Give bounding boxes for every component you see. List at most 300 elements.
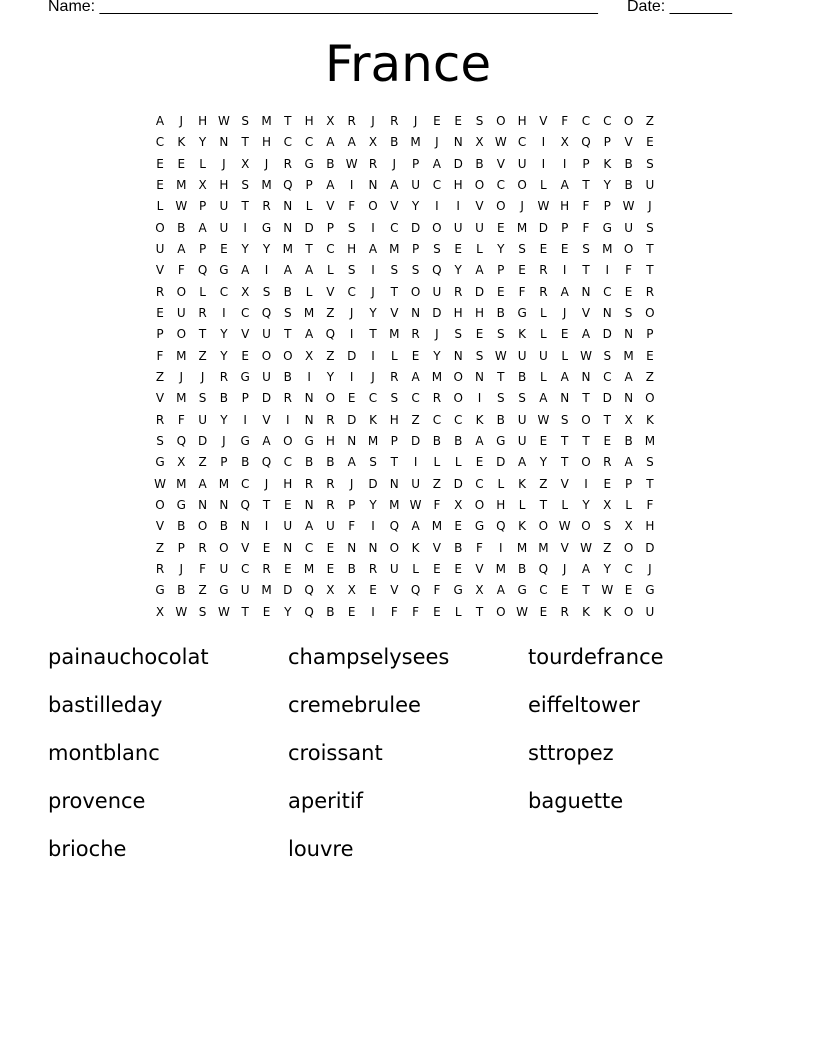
grid-letter: O: [474, 497, 485, 512]
grid-letter: Z: [155, 540, 165, 555]
grid-letter: L: [199, 156, 206, 171]
grid-letter: B: [326, 455, 335, 470]
grid-letter: G: [219, 583, 229, 598]
grid-letter: W: [345, 156, 358, 171]
grid-letter: O: [623, 604, 634, 619]
grid-letter: C: [496, 177, 505, 192]
grid-letter: W: [580, 348, 592, 363]
grid-letter: N: [283, 199, 293, 214]
grid-letter: N: [389, 476, 399, 491]
grid-letter: J: [349, 476, 354, 491]
grid-letter: U: [262, 369, 271, 384]
grid-letter: F: [582, 199, 590, 214]
grid-letter: U: [219, 220, 229, 235]
grid-letter: J: [562, 305, 567, 320]
grid-row: [150, 367, 670, 388]
grid-row: [150, 239, 670, 260]
grid-letter: B: [283, 284, 292, 299]
grid-letter: Y: [369, 497, 377, 512]
grid-letter: E: [518, 263, 526, 278]
grid-letter: R: [539, 263, 548, 278]
grid-letter: G: [261, 220, 272, 235]
grid-letter: E: [262, 604, 271, 619]
grid-letter: P: [390, 433, 398, 448]
grid-letter: T: [646, 241, 654, 256]
grid-letter: C: [432, 412, 442, 427]
grid-letter: H: [198, 114, 208, 128]
grid-letter: K: [518, 327, 527, 342]
grid-row: [150, 324, 670, 345]
grid-letter: R: [283, 156, 292, 171]
grid-letter: J: [264, 476, 269, 491]
grid-letter: S: [283, 305, 292, 320]
grid-letter: G: [304, 433, 314, 448]
grid-letter: Y: [326, 369, 335, 384]
name-field-label: Name: ________________________________________________________: [48, 0, 598, 15]
grid-letter: M: [218, 476, 230, 491]
grid-letter: Q: [389, 519, 400, 534]
grid-letter: R: [262, 561, 271, 576]
grid-letter: A: [517, 455, 527, 470]
word-list-item: aperitif: [288, 789, 364, 813]
grid-letter: O: [581, 455, 591, 470]
grid-letter: Y: [220, 412, 228, 427]
grid-letter: C: [603, 284, 612, 299]
grid-letter: T: [284, 114, 292, 128]
grid-letter: D: [645, 540, 655, 555]
grid-letter: W: [175, 199, 188, 214]
word-list-item: eiffeltower: [528, 693, 640, 717]
grid-letter: A: [283, 263, 292, 278]
grid-letter: I: [584, 476, 588, 491]
grid-letter: O: [283, 348, 293, 363]
grid-letter: R: [432, 391, 442, 406]
grid-letter: I: [349, 177, 354, 192]
grid-letter: R: [326, 476, 335, 491]
grid-letter: M: [367, 433, 379, 448]
grid-letter: Z: [198, 348, 207, 363]
grid-letter: M: [516, 220, 528, 235]
grid-letter: G: [155, 583, 165, 598]
grid-letter: E: [347, 604, 356, 619]
grid-letter: R: [390, 369, 399, 384]
grid-letter: J: [435, 327, 439, 342]
worksheet-header: [0, 0, 816, 20]
grid-letter: L: [540, 305, 547, 320]
grid-letter: X: [304, 348, 314, 363]
grid-letter: N: [347, 540, 357, 555]
grid-letter: F: [625, 263, 633, 278]
grid-letter: J: [371, 284, 375, 299]
grid-letter: D: [410, 433, 421, 448]
grid-letter: R: [304, 476, 314, 491]
grid-letter: T: [390, 455, 398, 470]
grid-letter: Q: [496, 519, 506, 534]
grid-letter: E: [603, 433, 612, 448]
grid-letter: F: [582, 220, 590, 235]
grid-letter: A: [496, 583, 505, 598]
grid-letter: E: [560, 241, 569, 256]
grid-letter: I: [456, 199, 460, 214]
grid-letter: Z: [326, 305, 335, 320]
grid-letter: A: [326, 135, 335, 150]
grid-letter: S: [646, 220, 654, 235]
grid-row: [150, 516, 670, 537]
grid-letter: A: [390, 177, 399, 192]
grid-letter: Q: [283, 177, 293, 192]
grid-letter: E: [284, 561, 292, 576]
grid-letter: Q: [197, 263, 208, 278]
grid-letter: D: [410, 220, 421, 235]
grid-letter: A: [198, 220, 207, 235]
letter-grid: [150, 111, 670, 623]
grid-row: [150, 282, 670, 303]
grid-letter: U: [432, 284, 442, 299]
grid-letter: V: [390, 305, 399, 320]
grid-letter: S: [646, 455, 654, 470]
grid-letter: R: [347, 114, 356, 128]
grid-row: [150, 410, 670, 431]
grid-row: [150, 218, 670, 239]
grid-letter: U: [176, 305, 186, 320]
grid-letter: P: [305, 177, 313, 192]
grid-letter: U: [240, 583, 250, 598]
grid-letter: E: [433, 604, 441, 619]
grid-letter: O: [496, 604, 506, 619]
grid-letter: T: [305, 241, 313, 256]
grid-letter: S: [603, 519, 612, 534]
grid-letter: X: [624, 412, 633, 427]
grid-letter: E: [369, 583, 377, 598]
grid-letter: G: [602, 220, 612, 235]
grid-letter: Z: [198, 455, 207, 470]
grid-letter: C: [432, 177, 442, 192]
grid-letter: O: [325, 391, 336, 406]
grid-letter: N: [475, 369, 484, 384]
grid-letter: R: [219, 369, 229, 384]
grid-letter: Y: [454, 263, 462, 278]
grid-letter: A: [539, 391, 548, 406]
grid-letter: X: [454, 497, 463, 512]
grid-letter: S: [475, 348, 484, 363]
grid-letter: S: [369, 455, 377, 470]
grid-letter: E: [241, 348, 249, 363]
grid-letter: J: [435, 135, 439, 150]
grid-letter: N: [624, 391, 634, 406]
grid-letter: M: [389, 327, 400, 342]
grid-letter: Q: [176, 433, 187, 448]
word-list-item: sttropez: [528, 741, 614, 765]
grid-letter: H: [474, 305, 485, 320]
grid-letter: A: [241, 263, 250, 278]
grid-letter: O: [432, 220, 442, 235]
grid-letter: S: [156, 433, 164, 448]
grid-letter: D: [283, 583, 293, 598]
grid-letter: L: [540, 369, 547, 384]
grid-letter: E: [156, 156, 164, 171]
grid-letter: S: [496, 391, 505, 406]
grid-letter: W: [601, 583, 614, 598]
grid-letter: G: [240, 433, 250, 448]
grid-letter: R: [155, 561, 165, 576]
grid-letter: M: [602, 241, 613, 256]
grid-letter: Q: [261, 305, 272, 320]
grid-letter: L: [625, 497, 632, 512]
grid-letter: I: [349, 369, 354, 384]
grid-letter: R: [283, 391, 292, 406]
grid-letter: E: [411, 348, 420, 363]
grid-letter: E: [624, 583, 633, 598]
grid-letter: A: [347, 455, 356, 470]
grid-letter: T: [539, 497, 548, 512]
grid-letter: O: [623, 114, 634, 128]
grid-letter: H: [389, 412, 399, 427]
grid-letter: J: [562, 561, 567, 576]
grid-letter: C: [283, 135, 292, 150]
grid-letter: L: [305, 199, 313, 214]
grid-letter: P: [561, 220, 569, 235]
grid-letter: N: [283, 540, 293, 555]
grid-letter: E: [220, 241, 228, 256]
grid-letter: S: [560, 412, 569, 427]
grid-row: [150, 538, 670, 559]
grid-letter: F: [348, 519, 356, 534]
grid-letter: O: [453, 369, 463, 384]
grid-letter: A: [262, 433, 271, 448]
grid-letter: L: [518, 497, 526, 512]
puzzle-title: France: [324, 35, 492, 93]
grid-letter: R: [368, 156, 378, 171]
grid-letter: J: [520, 199, 524, 214]
grid-letter: L: [327, 263, 334, 278]
grid-letter: L: [561, 348, 569, 363]
grid-letter: M: [538, 540, 549, 555]
grid-letter: N: [581, 369, 591, 384]
grid-letter: G: [240, 369, 250, 384]
grid-letter: D: [347, 348, 357, 363]
grid-letter: D: [453, 156, 463, 171]
grid-letter: L: [497, 476, 505, 491]
grid-row: [150, 154, 670, 175]
grid-row: [150, 431, 670, 452]
grid-letter: P: [241, 391, 249, 406]
grid-letter: M: [516, 540, 528, 555]
grid-letter: Z: [326, 348, 335, 363]
grid-letter: A: [560, 369, 569, 384]
grid-letter: V: [241, 540, 250, 555]
grid-letter: Q: [304, 604, 314, 619]
grid-letter: C: [219, 284, 229, 299]
grid-letter: S: [262, 284, 271, 299]
grid-letter: R: [262, 199, 271, 214]
grid-letter: B: [624, 177, 633, 192]
grid-letter: O: [219, 540, 229, 555]
grid-letter: U: [517, 348, 527, 363]
grid-letter: I: [349, 327, 354, 342]
grid-letter: L: [454, 455, 462, 470]
grid-letter: V: [241, 327, 250, 342]
grid-letter: R: [155, 412, 165, 427]
grid-letter: F: [646, 497, 654, 512]
grid-letter: E: [539, 241, 548, 256]
grid-letter: S: [518, 241, 526, 256]
grid-letter: U: [411, 476, 420, 491]
grid-letter: I: [477, 391, 482, 406]
grid-letter: R: [326, 412, 335, 427]
grid-letter: K: [518, 476, 527, 491]
grid-letter: B: [219, 519, 228, 534]
grid-letter: U: [262, 327, 271, 342]
grid-letter: I: [541, 135, 546, 150]
grid-letter: E: [646, 348, 654, 363]
grid-letter: E: [262, 540, 271, 555]
grid-letter: B: [496, 412, 505, 427]
grid-letter: D: [197, 433, 208, 448]
grid-letter: E: [475, 327, 484, 342]
grid-letter: B: [347, 561, 356, 576]
word-list-item: provence: [48, 789, 146, 813]
grid-letter: U: [517, 433, 527, 448]
grid-letter: N: [283, 220, 293, 235]
grid-letter: D: [453, 476, 463, 491]
grid-letter: N: [219, 135, 229, 150]
grid-letter: E: [433, 561, 441, 576]
grid-row: [150, 196, 670, 217]
grid-letter: F: [156, 348, 164, 363]
grid-letter: R: [539, 284, 548, 299]
grid-letter: G: [517, 583, 527, 598]
grid-letter: L: [390, 348, 398, 363]
grid-letter: G: [496, 433, 506, 448]
grid-letter: M: [282, 241, 293, 256]
grid-letter: M: [623, 348, 634, 363]
grid-letter: U: [453, 220, 463, 235]
grid-letter: K: [518, 519, 527, 534]
grid-letter: D: [474, 284, 485, 299]
grid-letter: S: [433, 241, 441, 256]
grid-letter: X: [326, 114, 335, 128]
grid-letter: D: [347, 412, 357, 427]
grid-letter: W: [580, 540, 592, 555]
grid-letter: X: [560, 135, 569, 150]
grid-letter: R: [198, 540, 207, 555]
grid-letter: T: [390, 284, 398, 299]
grid-row: [150, 111, 670, 132]
grid-letter: N: [304, 497, 314, 512]
grid-letter: I: [371, 220, 375, 235]
grid-letter: Q: [325, 327, 336, 342]
grid-letter: D: [602, 391, 612, 406]
grid-letter: A: [432, 156, 441, 171]
grid-letter: O: [176, 327, 187, 342]
grid-letter: H: [219, 177, 229, 192]
grid-letter: O: [623, 540, 634, 555]
grid-letter: C: [155, 135, 165, 150]
grid-letter: I: [371, 519, 375, 534]
grid-row: [150, 452, 670, 473]
grid-letter: P: [603, 199, 611, 214]
grid-letter: P: [582, 156, 590, 171]
grid-letter: H: [325, 433, 335, 448]
grid-letter: N: [453, 348, 463, 363]
grid-letter: C: [624, 561, 633, 576]
grid-letter: V: [155, 391, 165, 406]
grid-letter: D: [368, 476, 378, 491]
grid-letter: V: [326, 284, 335, 299]
grid-letter: U: [219, 199, 229, 214]
grid-letter: L: [199, 284, 206, 299]
grid-letter: Y: [603, 177, 611, 192]
grid-letter: N: [624, 327, 634, 342]
grid-letter: K: [411, 540, 420, 555]
grid-letter: V: [155, 263, 165, 278]
grid-letter: R: [603, 455, 612, 470]
grid-letter: V: [624, 135, 633, 150]
grid-letter: O: [176, 284, 187, 299]
grid-letter: U: [283, 519, 293, 534]
grid-letter: E: [603, 476, 612, 491]
grid-row: [150, 474, 670, 495]
grid-letter: B: [454, 540, 463, 555]
grid-letter: S: [496, 327, 505, 342]
grid-letter: W: [622, 199, 635, 214]
grid-letter: M: [261, 114, 272, 128]
grid-row: [150, 303, 670, 324]
grid-letter: H: [645, 519, 655, 534]
grid-letter: H: [283, 476, 293, 491]
grid-letter: C: [475, 476, 484, 491]
grid-letter: J: [371, 114, 375, 128]
grid-letter: G: [645, 583, 655, 598]
grid-letter: C: [240, 561, 250, 576]
grid-letter: N: [347, 433, 357, 448]
grid-letter: Z: [645, 114, 654, 128]
grid-letter: O: [197, 519, 208, 534]
grid-letter: J: [648, 561, 652, 576]
grid-letter: Z: [198, 583, 207, 598]
grid-letter: Q: [261, 455, 272, 470]
grid-letter: Y: [284, 604, 292, 619]
grid-letter: H: [496, 497, 506, 512]
grid-letter: A: [475, 433, 484, 448]
grid-letter: J: [179, 369, 184, 384]
grid-letter: E: [156, 177, 164, 192]
grid-letter: A: [560, 177, 569, 192]
grid-letter: E: [454, 241, 462, 256]
grid-letter: C: [453, 412, 463, 427]
grid-letter: E: [454, 519, 462, 534]
grid-letter: V: [262, 412, 271, 427]
grid-letter: R: [411, 327, 420, 342]
grid-letter: W: [494, 348, 507, 363]
grid-letter: O: [517, 177, 527, 192]
grid-letter: K: [177, 135, 186, 150]
grid-letter: V: [496, 156, 505, 171]
grid-letter: T: [646, 263, 654, 278]
grid-letter: Q: [410, 583, 421, 598]
grid-letter: O: [581, 519, 591, 534]
grid-letter: R: [155, 284, 165, 299]
grid-letter: L: [433, 455, 441, 470]
grid-letter: H: [517, 114, 527, 128]
grid-letter: K: [645, 412, 654, 427]
grid-letter: A: [155, 114, 165, 128]
grid-letter: P: [177, 540, 185, 555]
grid-letter: L: [540, 327, 547, 342]
grid-letter: T: [241, 604, 249, 619]
grid-letter: W: [217, 114, 230, 128]
grid-letter: O: [645, 305, 655, 320]
